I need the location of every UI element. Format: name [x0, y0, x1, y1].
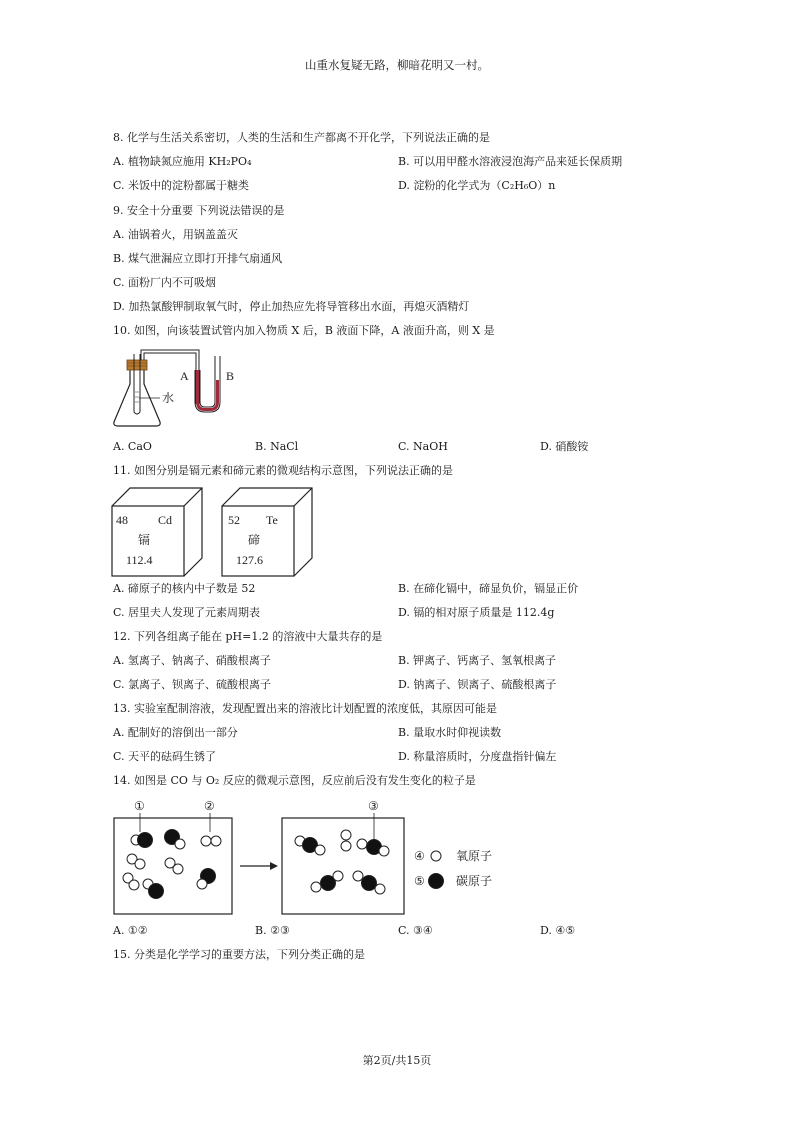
- cd-atomic-number: 48: [116, 513, 128, 527]
- q8-stem: 8. 化学与生活关系密切，人类的生活和生产都离不开化学，下列说法正确的是: [113, 131, 490, 144]
- q13-option-b: B. 量取水时仰视读数: [398, 726, 502, 739]
- q11-option-c: C. 居里夫人发现了元素周期表: [113, 606, 261, 619]
- q11-option-d: D. 镉的相对原子质量是 112.4g: [398, 606, 555, 619]
- q9-option-b: B. 煤气泄漏应立即打开排气扇通风: [113, 252, 283, 265]
- q12-stem: 12. 下列各组离子能在 pH=1.2 的溶液中大量共存的是: [113, 630, 383, 643]
- te-symbol: Te: [266, 513, 278, 527]
- q9-option-d: D. 加热氯酸钾制取氧气时，停止加热应先将导管移出水面，再熄灭酒精灯: [113, 300, 470, 313]
- carbon-atom-legend-icon: [429, 874, 444, 889]
- marker-1: ①: [134, 799, 145, 813]
- q10-label-b: B: [226, 369, 235, 383]
- legend-marker-4: ④: [414, 849, 425, 863]
- q14-reaction-figure: [110, 794, 510, 920]
- cd-symbol: Cd: [158, 513, 173, 527]
- q14-option-c: C. ③④: [398, 924, 433, 937]
- tellurium-card: [222, 488, 312, 576]
- q9-option-a: A. 油锅着火，用锅盖盖灭: [113, 228, 238, 241]
- q12-option-b: B. 钾离子、钙离子、氢氧根离子: [398, 654, 557, 667]
- cd-name: 镉: [138, 533, 151, 547]
- q12-option-d: D. 钠离子、钡离子、硫酸根离子: [398, 678, 557, 691]
- q12-option-c: C. 氯离子、钡离子、硫酸根离子: [113, 678, 272, 691]
- q9-option-c: C. 面粉厂内不可吸烟: [113, 276, 217, 289]
- q14-option-b: B. ②③: [255, 924, 290, 937]
- q10-option-a: A. CaO: [113, 440, 152, 453]
- q11-element-cards-figure: [110, 486, 330, 578]
- q8-option-d: D. 淀粉的化学式为（C₂H₆O）n: [398, 179, 556, 192]
- legend-marker-5: ⑤: [414, 874, 425, 888]
- q9-stem: 9. 安全十分重要 下列说法错误的是: [113, 204, 285, 217]
- q11-stem: 11. 如图分别是镉元素和碲元素的微观结构示意图，下列说法正确的是: [113, 464, 453, 477]
- page-footer: 第2页/共15页: [362, 1054, 432, 1067]
- page-header-motto: 山重水复疑无路，柳暗花明又一村。: [305, 58, 489, 72]
- q13-option-d: D. 称量溶质时，分度盘指针偏左: [398, 750, 557, 763]
- q10-option-c: C. NaOH: [398, 440, 448, 453]
- cadmium-card: [112, 488, 202, 576]
- q10-label-a: A: [180, 369, 189, 383]
- te-name: 碲: [248, 533, 261, 547]
- q8-option-c: C. 米饭中的淀粉都属于糖类: [113, 179, 250, 192]
- q14-stem: 14. 如图是 CO 与 O₂ 反应的微观示意图，反应前后没有发生变化的粒子是: [113, 774, 476, 787]
- q11-option-b: B. 在碲化镉中，碲显负价，镉显正价: [398, 582, 579, 595]
- q13-option-c: C. 天平的砝码生锈了: [113, 750, 217, 763]
- q10-apparatus-figure: [110, 344, 250, 434]
- q11-option-a: A. 碲原子的核内中子数是 52: [113, 582, 256, 595]
- oxygen-atom-legend-icon: [431, 851, 441, 861]
- q14-option-d: D. ④⑤: [540, 924, 576, 937]
- q10-stem: 10. 如图，向该装置试管内加入物质 X 后，B 液面下降，A 液面升高，则 X 是: [113, 324, 495, 337]
- q15-stem: 15. 分类是化学学习的重要方法，下列分类正确的是: [113, 948, 365, 961]
- marker-2: ②: [204, 799, 215, 813]
- cd-atomic-mass: 112.4: [126, 553, 153, 567]
- te-atomic-number: 52: [228, 513, 240, 527]
- q10-option-d: D. 硝酸铵: [540, 440, 589, 453]
- q12-option-a: A. 氢离子、钠离子、硝酸根离子: [113, 654, 271, 667]
- q13-stem: 13. 实验室配制溶液，发现配置出来的溶液比计划配置的浓度低，其原因可能是: [113, 702, 497, 715]
- q10-option-b: B. NaCl: [255, 440, 299, 453]
- te-atomic-mass: 127.6: [236, 553, 263, 567]
- q10-water-label: 水: [162, 391, 175, 405]
- legend-oxygen-label: 氧原子: [456, 849, 493, 863]
- q8-option-a: A. 植物缺氮应施用 KH₂PO₄: [113, 155, 252, 168]
- marker-3: ③: [368, 799, 379, 813]
- reaction-arrow: [270, 862, 278, 870]
- legend-carbon-label: 碳原子: [456, 874, 493, 888]
- q14-option-a: A. ①②: [113, 924, 148, 937]
- q8-option-b: B. 可以用甲醛水溶液浸泡海产品来延长保质期: [398, 155, 623, 168]
- q13-option-a: A. 配制好的溶倒出一部分: [113, 726, 238, 739]
